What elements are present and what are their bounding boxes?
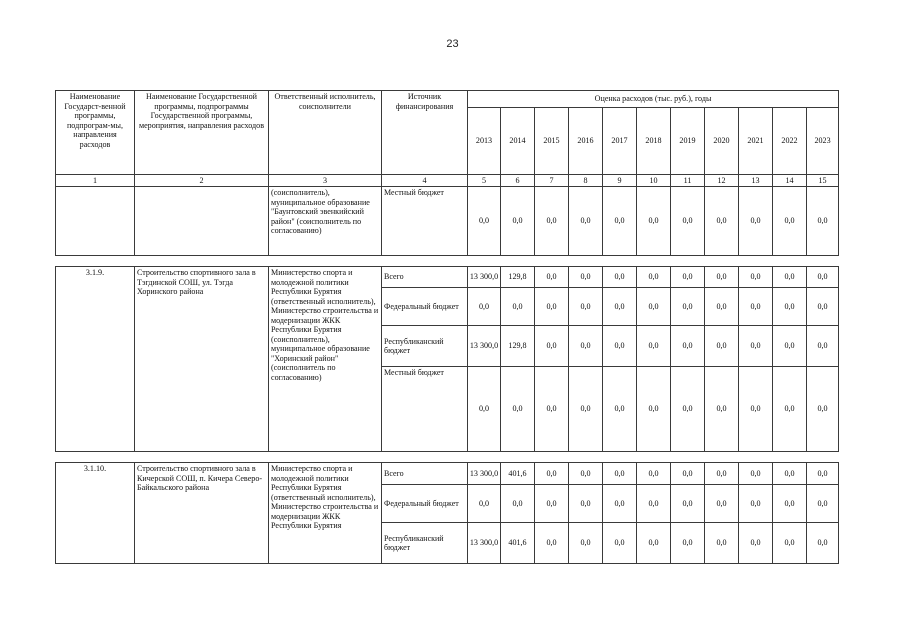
expense-value: 0,0 xyxy=(705,288,739,326)
column-number: 13 xyxy=(739,175,773,187)
expense-value: 0,0 xyxy=(569,367,603,452)
expense-value: 0,0 xyxy=(739,267,773,288)
expense-value: 0,0 xyxy=(705,267,739,288)
measure-code: 3.1.9. xyxy=(56,267,135,452)
expense-value: 0,0 xyxy=(637,523,671,564)
expense-value: 0,0 xyxy=(671,187,705,256)
expense-value: 0,0 xyxy=(739,463,773,485)
expense-value: 0,0 xyxy=(637,187,671,256)
expense-value: 0,0 xyxy=(637,463,671,485)
expense-value: 0,0 xyxy=(637,326,671,367)
header-source: Источник финансирования xyxy=(382,91,468,175)
expense-value: 0,0 xyxy=(807,523,839,564)
measure-code xyxy=(56,187,135,256)
expense-value: 0,0 xyxy=(468,367,501,452)
table-row xyxy=(56,187,839,256)
expense-value: 0,0 xyxy=(637,267,671,288)
column-number: 12 xyxy=(705,175,739,187)
expense-value: 0,0 xyxy=(603,523,637,564)
expense-value: 0,0 xyxy=(705,367,739,452)
expense-value: 0,0 xyxy=(535,187,569,256)
expense-value: 0,0 xyxy=(773,187,807,256)
expense-value: 0,0 xyxy=(773,267,807,288)
expense-value: 0,0 xyxy=(773,463,807,485)
column-number: 4 xyxy=(382,175,468,187)
year-header: 2015 xyxy=(535,108,569,175)
header-program: Наименование Государст-венной программы, подпрограм-мы, направления расходов xyxy=(56,91,135,175)
funding-source: Республиканский бюджет xyxy=(382,523,468,564)
column-number: 14 xyxy=(773,175,807,187)
expense-value: 0,0 xyxy=(807,463,839,485)
expense-value: 0,0 xyxy=(603,288,637,326)
expense-value: 401,6 xyxy=(501,463,535,485)
expense-value: 0,0 xyxy=(671,367,705,452)
expense-value: 0,0 xyxy=(535,523,569,564)
funding-source: Всего xyxy=(382,267,468,288)
expense-value: 0,0 xyxy=(807,485,839,523)
expense-value: 0,0 xyxy=(773,326,807,367)
expense-value: 0,0 xyxy=(739,523,773,564)
expense-value: 0,0 xyxy=(705,485,739,523)
spacer-cell xyxy=(56,452,839,463)
expense-value: 0,0 xyxy=(535,326,569,367)
expense-value: 0,0 xyxy=(773,367,807,452)
column-number: 5 xyxy=(468,175,501,187)
expense-value: 0,0 xyxy=(773,523,807,564)
expense-value: 0,0 xyxy=(535,367,569,452)
expense-value: 0,0 xyxy=(468,485,501,523)
expense-value: 0,0 xyxy=(807,288,839,326)
expense-value: 0,0 xyxy=(637,288,671,326)
expense-value: 0,0 xyxy=(603,485,637,523)
expense-value: 0,0 xyxy=(501,288,535,326)
column-number: 2 xyxy=(135,175,269,187)
expense-value: 0,0 xyxy=(501,187,535,256)
expense-value: 0,0 xyxy=(807,326,839,367)
expense-value: 0,0 xyxy=(671,288,705,326)
block-spacer xyxy=(56,256,839,267)
budget-table xyxy=(55,90,839,564)
block-spacer xyxy=(56,452,839,463)
measure-executor: Министерство спорта и молодежной политики Республики Бурятия (ответственный исполнитель), Министерство строительства и модернизации ЖКК Республики Бурятия xyxy=(269,463,382,564)
expense-value: 0,0 xyxy=(569,267,603,288)
year-header: 2016 xyxy=(569,108,603,175)
expense-value: 0,0 xyxy=(705,463,739,485)
expense-value: 0,0 xyxy=(671,463,705,485)
expense-value: 0,0 xyxy=(637,367,671,452)
column-number: 11 xyxy=(671,175,705,187)
expense-value: 0,0 xyxy=(807,267,839,288)
column-number: 7 xyxy=(535,175,569,187)
year-header: 2017 xyxy=(603,108,637,175)
funding-source: Федеральный бюджет xyxy=(382,288,468,326)
expense-value: 0,0 xyxy=(739,326,773,367)
year-header: 2020 xyxy=(705,108,739,175)
expense-value: 0,0 xyxy=(637,485,671,523)
year-header: 2023 xyxy=(807,108,839,175)
expense-value: 0,0 xyxy=(671,523,705,564)
expense-value: 0,0 xyxy=(705,187,739,256)
expense-value: 0,0 xyxy=(773,485,807,523)
year-header: 2014 xyxy=(501,108,535,175)
year-header: 2018 xyxy=(637,108,671,175)
spacer-cell xyxy=(56,256,839,267)
expense-value: 0,0 xyxy=(603,463,637,485)
year-header: 2022 xyxy=(773,108,807,175)
expense-value: 13 300,0 xyxy=(468,463,501,485)
expense-value: 0,0 xyxy=(739,288,773,326)
expense-value: 0,0 xyxy=(535,267,569,288)
funding-source: Местный бюджет xyxy=(382,367,468,452)
expense-value: 0,0 xyxy=(773,288,807,326)
expense-value: 0,0 xyxy=(807,367,839,452)
column-number: 1 xyxy=(56,175,135,187)
expense-value: 0,0 xyxy=(705,326,739,367)
expense-value: 0,0 xyxy=(739,187,773,256)
expense-value: 0,0 xyxy=(535,485,569,523)
expense-value: 0,0 xyxy=(569,463,603,485)
expense-value: 0,0 xyxy=(569,288,603,326)
expense-value: 0,0 xyxy=(501,485,535,523)
table-row xyxy=(56,267,839,288)
measure-name xyxy=(135,187,269,256)
expense-value: 0,0 xyxy=(535,288,569,326)
expense-value: 0,0 xyxy=(671,326,705,367)
expense-value: 0,0 xyxy=(603,267,637,288)
measure-code: 3.1.10. xyxy=(56,463,135,564)
expense-value: 129,8 xyxy=(501,326,535,367)
expense-value: 0,0 xyxy=(569,326,603,367)
expense-value: 0,0 xyxy=(603,367,637,452)
column-number: 8 xyxy=(569,175,603,187)
header-executor: Ответственный исполнитель, соисполнители xyxy=(269,91,382,175)
expense-value: 0,0 xyxy=(739,485,773,523)
measure-executor: Министерство спорта и молодежной политики Республики Бурятия (ответственный исполнитель), Министерство строительства и модернизации ЖКК Республики Бурятия (соисполнитель), муниципальное образование "Хоринский район" (соисполнитель по согласованию) xyxy=(269,267,382,452)
year-header: 2013 xyxy=(468,108,501,175)
expense-value: 0,0 xyxy=(468,288,501,326)
expense-value: 0,0 xyxy=(569,523,603,564)
expense-value: 13 300,0 xyxy=(468,267,501,288)
expense-value: 0,0 xyxy=(603,187,637,256)
column-number: 15 xyxy=(807,175,839,187)
expense-value: 0,0 xyxy=(671,485,705,523)
expense-value: 13 300,0 xyxy=(468,326,501,367)
column-number-row xyxy=(56,175,839,187)
year-header: 2019 xyxy=(671,108,705,175)
funding-source: Федеральный бюджет xyxy=(382,485,468,523)
expense-value: 0,0 xyxy=(569,485,603,523)
page-number: 23 xyxy=(446,38,459,50)
table-row xyxy=(56,463,839,485)
measure-name: Строительство спортивного зала в Кичерской СОШ, п. Кичера Северо-Байкальского района xyxy=(135,463,269,564)
expense-value: 0,0 xyxy=(501,367,535,452)
expense-value: 0,0 xyxy=(603,326,637,367)
year-header: 2021 xyxy=(739,108,773,175)
column-number: 9 xyxy=(603,175,637,187)
expense-value: 0,0 xyxy=(705,523,739,564)
expense-value: 13 300,0 xyxy=(468,523,501,564)
measure-name: Строительство спортивного зала в Тэгдинской СОШ, ул. Тэгда Хоринского района xyxy=(135,267,269,452)
expense-value: 129,8 xyxy=(501,267,535,288)
expense-value: 0,0 xyxy=(535,463,569,485)
funding-source: Республиканский бюджет xyxy=(382,326,468,367)
funding-source: Местный бюджет xyxy=(382,187,468,256)
expense-value: 0,0 xyxy=(739,367,773,452)
table-header xyxy=(56,91,839,187)
expense-value: 0,0 xyxy=(468,187,501,256)
expense-value: 0,0 xyxy=(671,267,705,288)
column-number: 3 xyxy=(269,175,382,187)
expense-value: 0,0 xyxy=(807,187,839,256)
expense-value: 401,6 xyxy=(501,523,535,564)
header-name: Наименование Государственной программы, подпрограммы Государственной программы, мероприятия, направления расходов xyxy=(135,91,269,175)
expense-value: 0,0 xyxy=(569,187,603,256)
header-estimate: Оценка расходов (тыс. руб.), годы xyxy=(468,91,839,108)
column-number: 6 xyxy=(501,175,535,187)
funding-source: Всего xyxy=(382,463,468,485)
column-number: 10 xyxy=(637,175,671,187)
measure-executor: (соисполнитель), муниципальное образование "Баунтовский эвенкийский район" (соисполнитель по согласованию) xyxy=(269,187,382,256)
table-body xyxy=(56,187,839,564)
